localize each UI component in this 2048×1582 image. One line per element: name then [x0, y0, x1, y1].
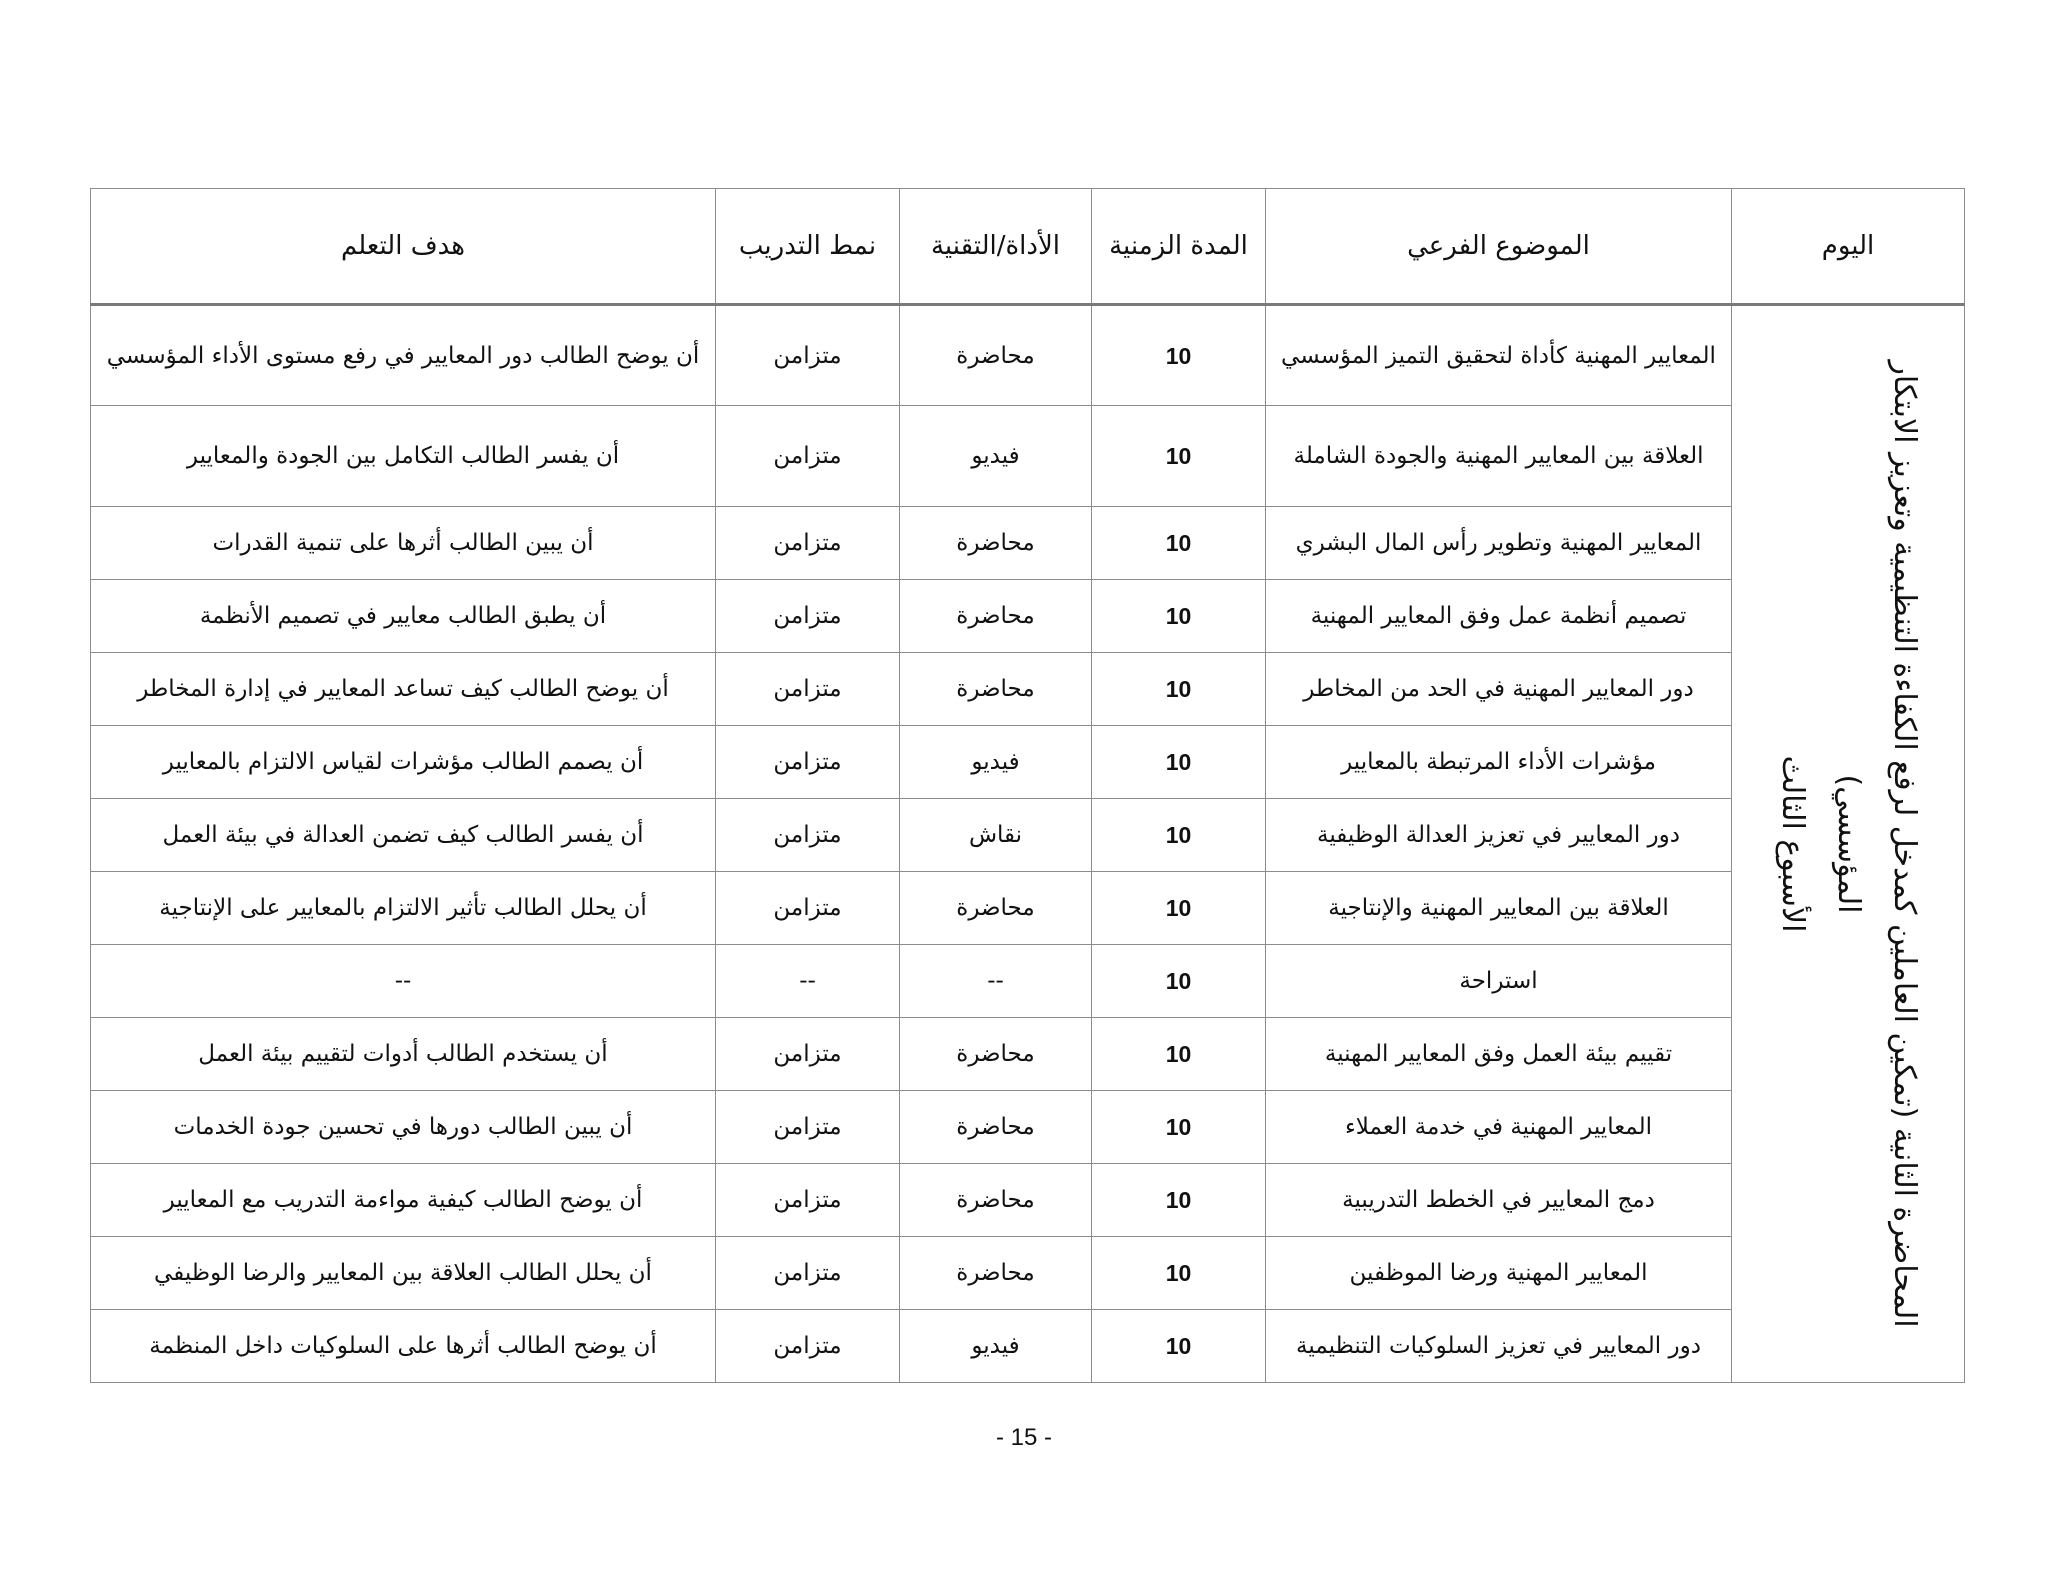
mode-cell: متزامن — [716, 1164, 900, 1237]
mode-cell: -- — [716, 945, 900, 1018]
day-lecture-title: المحاضرة الثانية (تمكين العاملين كمدخل لرفع الكفاءة التنظيمية وتعزيز الابتكار المؤسسي) — [1831, 360, 1922, 1328]
mode-cell: متزامن — [716, 799, 900, 872]
tool-cell: -- — [900, 945, 1092, 1018]
subtopic-cell: تقييم بيئة العمل وفق المعايير المهنية — [1266, 1018, 1732, 1091]
duration-cell: 10 — [1092, 1310, 1266, 1383]
tool-cell: محاضرة — [900, 872, 1092, 945]
mode-cell: متزامن — [716, 1310, 900, 1383]
mode-cell: متزامن — [716, 305, 900, 406]
tool-cell: محاضرة — [900, 1164, 1092, 1237]
duration-cell: 10 — [1092, 799, 1266, 872]
objective-cell: -- — [91, 945, 716, 1018]
header-objective: هدف التعلم — [91, 189, 716, 305]
duration-cell: 10 — [1092, 1237, 1266, 1310]
header-tool: الأداة/التقنية — [900, 189, 1092, 305]
table-row — [91, 1164, 1965, 1237]
tool-cell: محاضرة — [900, 1018, 1092, 1091]
mode-cell: متزامن — [716, 726, 900, 799]
subtopic-cell: دور المعايير المهنية في الحد من المخاطر — [1266, 653, 1732, 726]
objective-cell: أن يبين الطالب أثرها على تنمية القدرات — [91, 507, 716, 580]
tool-cell: محاضرة — [900, 507, 1092, 580]
duration-cell: 10 — [1092, 580, 1266, 653]
table-row — [91, 1237, 1965, 1310]
page-number: - 15 - — [995, 1424, 1052, 1451]
subtopic-cell: مؤشرات الأداء المرتبطة بالمعايير — [1266, 726, 1732, 799]
duration-cell: 10 — [1092, 653, 1266, 726]
tool-cell: محاضرة — [900, 1237, 1092, 1310]
table-row — [91, 726, 1965, 799]
day-week: الأسبوع الثالث — [1775, 755, 1810, 933]
table-row — [91, 653, 1965, 726]
subtopic-cell: المعايير المهنية ورضا الموظفين — [1266, 1237, 1732, 1310]
mode-cell: متزامن — [716, 580, 900, 653]
mode-cell: متزامن — [716, 1018, 900, 1091]
duration-cell: 10 — [1092, 945, 1266, 1018]
duration-cell: 10 — [1092, 726, 1266, 799]
subtopic-cell: المعايير المهنية كأداة لتحقيق التميز المؤسسي — [1266, 305, 1732, 406]
duration-cell: 10 — [1092, 305, 1266, 406]
header-day: اليوم — [1732, 189, 1965, 305]
duration-cell: 10 — [1092, 406, 1266, 507]
duration-cell: 10 — [1092, 1018, 1266, 1091]
objective-cell: أن يفسر الطالب كيف تضمن العدالة في بيئة العمل — [91, 799, 716, 872]
table-row — [91, 580, 1965, 653]
table-row — [91, 406, 1965, 507]
mode-cell: متزامن — [716, 406, 900, 507]
subtopic-cell: دور المعايير في تعزيز السلوكيات التنظيمية — [1266, 1310, 1732, 1383]
subtopic-cell: العلاقة بين المعايير المهنية والجودة الشاملة — [1266, 406, 1732, 507]
subtopic-cell: دمج المعايير في الخطط التدريبية — [1266, 1164, 1732, 1237]
schedule-table — [90, 188, 1965, 1383]
mode-cell: متزامن — [716, 507, 900, 580]
table-header-row — [91, 189, 1965, 305]
mode-cell: متزامن — [716, 1237, 900, 1310]
table-row — [91, 1310, 1965, 1383]
objective-cell: أن يحلل الطالب تأثير الالتزام بالمعايير على الإنتاجية — [91, 872, 716, 945]
objective-cell: أن يوضح الطالب أثرها على السلوكيات داخل المنظمة — [91, 1310, 716, 1383]
tool-cell: نقاش — [900, 799, 1092, 872]
tool-cell: محاضرة — [900, 305, 1092, 406]
objective-cell: أن يطبق الطالب معايير في تصميم الأنظمة — [91, 580, 716, 653]
objective-cell: أن يحلل الطالب العلاقة بين المعايير والرضا الوظيفي — [91, 1237, 716, 1310]
objective-cell: أن يستخدم الطالب أدوات لتقييم بيئة العمل — [91, 1018, 716, 1091]
objective-cell: أن يوضح الطالب دور المعايير في رفع مستوى الأداء المؤسسي — [91, 305, 716, 406]
objective-cell: أن يوضح الطالب كيفية مواءمة التدريب مع المعايير — [91, 1164, 716, 1237]
subtopic-cell: تصميم أنظمة عمل وفق المعايير المهنية — [1266, 580, 1732, 653]
objective-cell: أن يصمم الطالب مؤشرات لقياس الالتزام بالمعايير — [91, 726, 716, 799]
duration-cell: 10 — [1092, 1091, 1266, 1164]
header-mode: نمط التدريب — [716, 189, 900, 305]
subtopic-cell: المعايير المهنية وتطوير رأس المال البشري — [1266, 507, 1732, 580]
mode-cell: متزامن — [716, 1091, 900, 1164]
day-cell — [1732, 305, 1965, 1383]
duration-cell: 10 — [1092, 1164, 1266, 1237]
table-row — [91, 799, 1965, 872]
header-duration: المدة الزمنية — [1092, 189, 1266, 305]
tool-cell: محاضرة — [900, 580, 1092, 653]
table-row — [91, 872, 1965, 945]
subtopic-cell: العلاقة بين المعايير المهنية والإنتاجية — [1266, 872, 1732, 945]
objective-cell: أن يوضح الطالب كيف تساعد المعايير في إدارة المخاطر — [91, 653, 716, 726]
mode-cell: متزامن — [716, 872, 900, 945]
day-label — [1764, 324, 1932, 1364]
tool-cell: فيديو — [900, 726, 1092, 799]
tool-cell: محاضرة — [900, 1091, 1092, 1164]
objective-cell: أن يفسر الطالب التكامل بين الجودة والمعايير — [91, 406, 716, 507]
header-subtopic: الموضوع الفرعي — [1266, 189, 1732, 305]
subtopic-cell: استراحة — [1266, 945, 1732, 1018]
duration-cell: 10 — [1092, 507, 1266, 580]
table-row — [91, 507, 1965, 580]
mode-cell: متزامن — [716, 653, 900, 726]
table-row — [91, 305, 1965, 406]
tool-cell: فيديو — [900, 406, 1092, 507]
table-row — [91, 1018, 1965, 1091]
table-row — [91, 1091, 1965, 1164]
table-row-break — [91, 945, 1965, 1018]
objective-cell: أن يبين الطالب دورها في تحسين جودة الخدمات — [91, 1091, 716, 1164]
duration-cell: 10 — [1092, 872, 1266, 945]
subtopic-cell: دور المعايير في تعزيز العدالة الوظيفية — [1266, 799, 1732, 872]
tool-cell: فيديو — [900, 1310, 1092, 1383]
subtopic-cell: المعايير المهنية في خدمة العملاء — [1266, 1091, 1732, 1164]
tool-cell: محاضرة — [900, 653, 1092, 726]
